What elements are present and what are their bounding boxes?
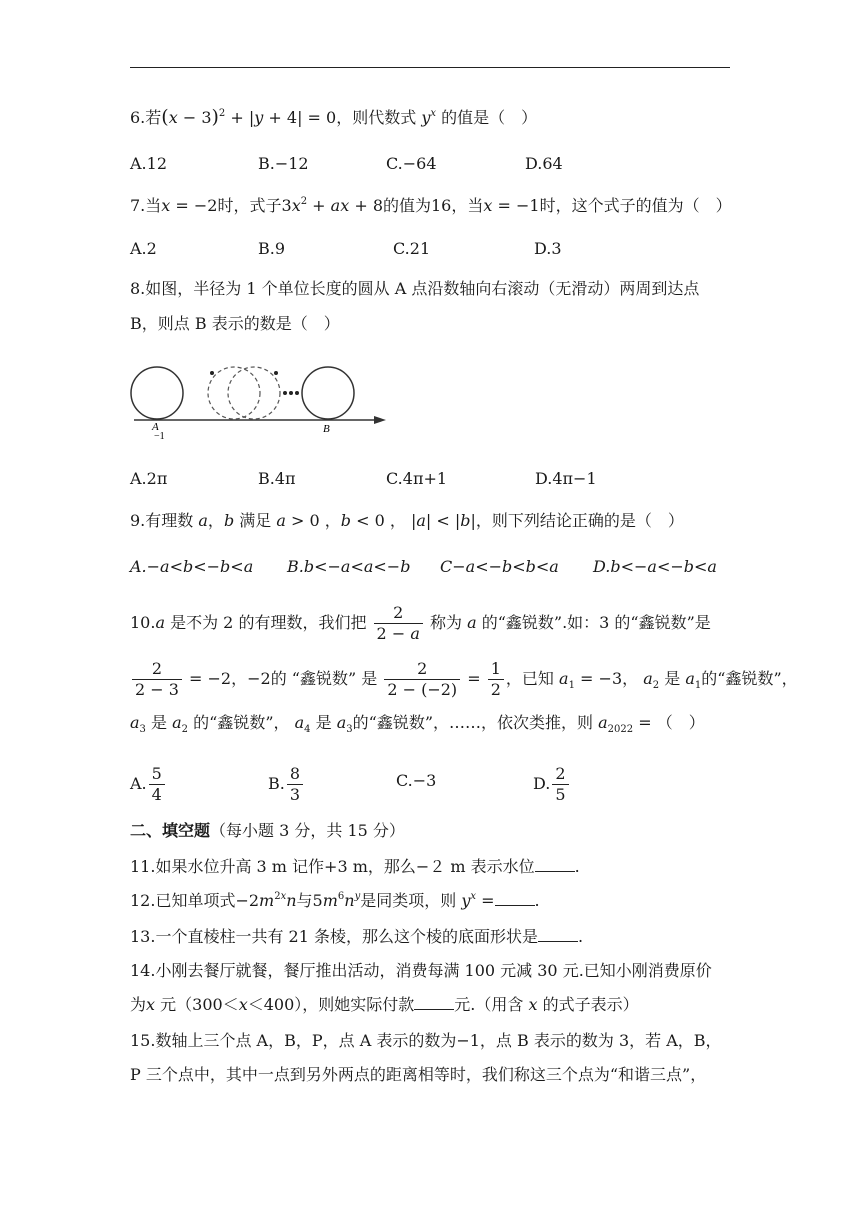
q9-t1: 满足 — [239, 511, 272, 530]
q12-t1: 是同类项，则 — [360, 891, 457, 910]
q10-option-b: B. $\frac{8}{3}$ — [268, 765, 305, 804]
question-11 — [130, 856, 580, 878]
q14-t5: 的式子表示） — [537, 995, 639, 1014]
q7-option-d: D.3 — [534, 239, 562, 258]
q9-t2: ，则下列结论正确的是（ ） — [475, 511, 684, 530]
q6-option-d: D.64 — [525, 154, 563, 173]
rolling-circle-1 — [208, 367, 260, 419]
q8-line1: 8.如图，半径为 1 个单位长度的圆从 A 点沿数轴向右滚动（无滑动）两周到达点 — [130, 279, 700, 298]
label-a: A — [152, 421, 159, 433]
section-title: 二、填空题 — [130, 821, 211, 840]
q6-option-b: B.−12 — [258, 154, 309, 173]
marker-dot — [274, 371, 278, 375]
q14-line2: 为x 元（300＜x＜400），则她实际付款 元.（用含 x 的式子表示） — [130, 995, 639, 1014]
q15-line1: 15.数轴上三个点 A，B，P，点 A 表示的数为−1，点 B 表示的数为 3，若 A，B， — [130, 1031, 722, 1050]
q15-line2: P 三个点中，其中一点到另外两点的距离相等时，我们称这三个点为“和谐三点”， — [130, 1065, 707, 1084]
q10-t8: 的“鑫锐数”， — [701, 669, 798, 688]
q13-end: . — [577, 927, 584, 946]
label-b: B — [323, 423, 330, 435]
label-minus-one: −1 — [154, 431, 165, 442]
q14-t4: 元.（用含 — [454, 995, 524, 1014]
q10-t1: 是不为 2 的有理数，我们把 — [165, 613, 367, 632]
q10-line1: 10.a 是不为 2 的有理数，我们把 $\frac{2}{2 - a}$ 称为 a 的“鑫锐数”.如：3 的“鑫锐数”是 — [130, 603, 711, 643]
q10-prefix: 10. — [130, 613, 156, 632]
q9-option-d: D.b<−a<−b<a — [593, 557, 717, 576]
axis-arrow-icon — [374, 416, 386, 424]
header-rule — [130, 67, 730, 68]
ellipsis-dot — [283, 391, 287, 395]
marker-dot — [210, 371, 214, 375]
start-circle — [131, 367, 183, 419]
question-12: 12.已知单项式$-2m^{2x}n$与$5m^6n^y$是同类项，则 $y^x$ = . — [130, 891, 540, 910]
q7-t1: 时，式子 — [217, 196, 282, 215]
answer-blank[interactable] — [414, 995, 454, 1010]
q6-end: 的值是（ ） — [441, 108, 538, 127]
q6-option-a: A.12 — [130, 154, 167, 173]
q8-option-c: C.4π+1 — [386, 469, 448, 488]
q12-prefix: 12.已知单项式 — [130, 891, 236, 910]
question-7: 7.当x = −2时，式子$3x^2$ + ax + 8的值为16，当x = −1时，这个式子的值为（ ） — [130, 196, 732, 215]
q10-t4: ，−2的 “鑫锐数” 是 — [231, 669, 378, 688]
q8-line2: B，则点 B 表示的数是（ ） — [130, 314, 340, 333]
q12-end: . — [534, 891, 540, 910]
q9-option-a: A.−a<b<−b<a — [130, 557, 254, 576]
question-13 — [130, 926, 583, 948]
answer-blank[interactable] — [495, 891, 535, 906]
q7-t2: 的值为16，当 — [383, 196, 484, 215]
q10-line3: $a_3$ 是 $a_2$ 的“鑫锐数”， $a_4$ 是 $a_3$的“鑫锐数”，……，依次类推，则 $a_{2022}$ = （ ） — [130, 713, 705, 735]
q10-t6: ， — [622, 669, 639, 688]
fraction: $\frac{1}{2}$ — [488, 660, 504, 699]
q10-t3: 的“鑫锐数”.如：3 的“鑫锐数”是 — [481, 613, 711, 632]
q10-t11: 是 — [315, 713, 332, 732]
q14-line1: 14.小刚去餐厅就餐，餐厅推出活动，消费每满 100 元减 30 元.已知小刚消费原价 — [130, 961, 712, 980]
q7-option-b: B.9 — [258, 239, 286, 258]
q10-option-a: A. $\frac{5}{4}$ — [130, 765, 167, 804]
end-circle — [302, 367, 354, 419]
question-6: 6.若$(x - 3)^2 + |y + 4| = 0$，则代数式 $y^x$ 的值是（ ） — [130, 106, 538, 128]
q7-option-c: C.21 — [393, 239, 431, 258]
q7-t3: 时，这个式子的值为（ ） — [539, 196, 732, 215]
q6-mid: ，则代数式 — [336, 108, 417, 127]
rolling-circle-figure — [130, 360, 390, 445]
q10-t9: 是 — [151, 713, 168, 732]
q8-option-b: B.4π — [258, 469, 296, 488]
fraction: $\frac{2}{2 - a}$ — [374, 604, 423, 643]
q10-t7: 是 — [664, 669, 681, 688]
q13-text: 13.一个直棱柱一共有 21 条棱，那么这个棱的底面形状是 — [130, 927, 538, 946]
q10-line2: $\frac{2}{2 - 3}$ = −2，−2的 “鑫锐数” 是 $\frac{2}{2 - (-2)}$ = $\frac{1}{2}$ ，已知 $a_1 = -3$， $a_2$ 是 $a_1$的“鑫锐数”， — [130, 660, 798, 699]
fraction: $\frac{2}{2 - (-2)}$ — [384, 660, 460, 699]
ellipsis-dot — [289, 391, 293, 395]
q6-prefix: 6.若 — [130, 108, 162, 127]
q14-t1: 为 — [130, 995, 147, 1014]
q10-t5: ，已知 — [505, 669, 554, 688]
q11-text: 11.如果水位升高 3 m 记作+3 m，那么−２ m 表示水位 — [130, 857, 535, 876]
q8-option-a: A.2π — [130, 469, 168, 488]
q9-prefix: 9.有理数 — [130, 511, 194, 530]
q10-t10: 的“鑫锐数”， — [193, 713, 290, 732]
q10-t2: 称为 — [429, 613, 462, 632]
q10-option-c: C.−3 — [396, 771, 437, 790]
q9-option-b: B.b<−a<a<−b — [287, 557, 411, 576]
q10-option-d: D. $\frac{2}{5}$ — [533, 765, 571, 804]
q14-t2: 元（300＜ — [155, 995, 239, 1014]
ellipsis-dot — [295, 391, 299, 395]
fraction: $\frac{2}{2 - 3}$ — [132, 660, 182, 699]
q10-t12: 的“鑫锐数”，……，依次类推，则 — [352, 713, 594, 732]
answer-blank[interactable] — [535, 857, 575, 872]
q8-option-d: D.4π−1 — [535, 469, 597, 488]
q7-option-a: A.2 — [130, 239, 157, 258]
section-2-heading — [130, 820, 405, 842]
q9-option-c: C−a<−b<b<a — [440, 557, 559, 576]
q10-t13: （ ） — [656, 713, 705, 732]
q11-end: . — [574, 857, 580, 876]
rolling-circle-2 — [228, 367, 280, 419]
question-9: 9.有理数 a，b 满足 a > 0 ，b < 0 ， |a| < |b|，则下列结论正确的是（ ） — [130, 511, 684, 530]
q7-prefix: 7.当 — [130, 196, 162, 215]
q14-t3: ＜400），则她实际付款 — [247, 995, 415, 1014]
section-note: （每小题 3 分，共 15 分） — [210, 821, 405, 840]
answer-blank[interactable] — [538, 927, 578, 942]
q6-option-c: C.−64 — [386, 154, 437, 173]
